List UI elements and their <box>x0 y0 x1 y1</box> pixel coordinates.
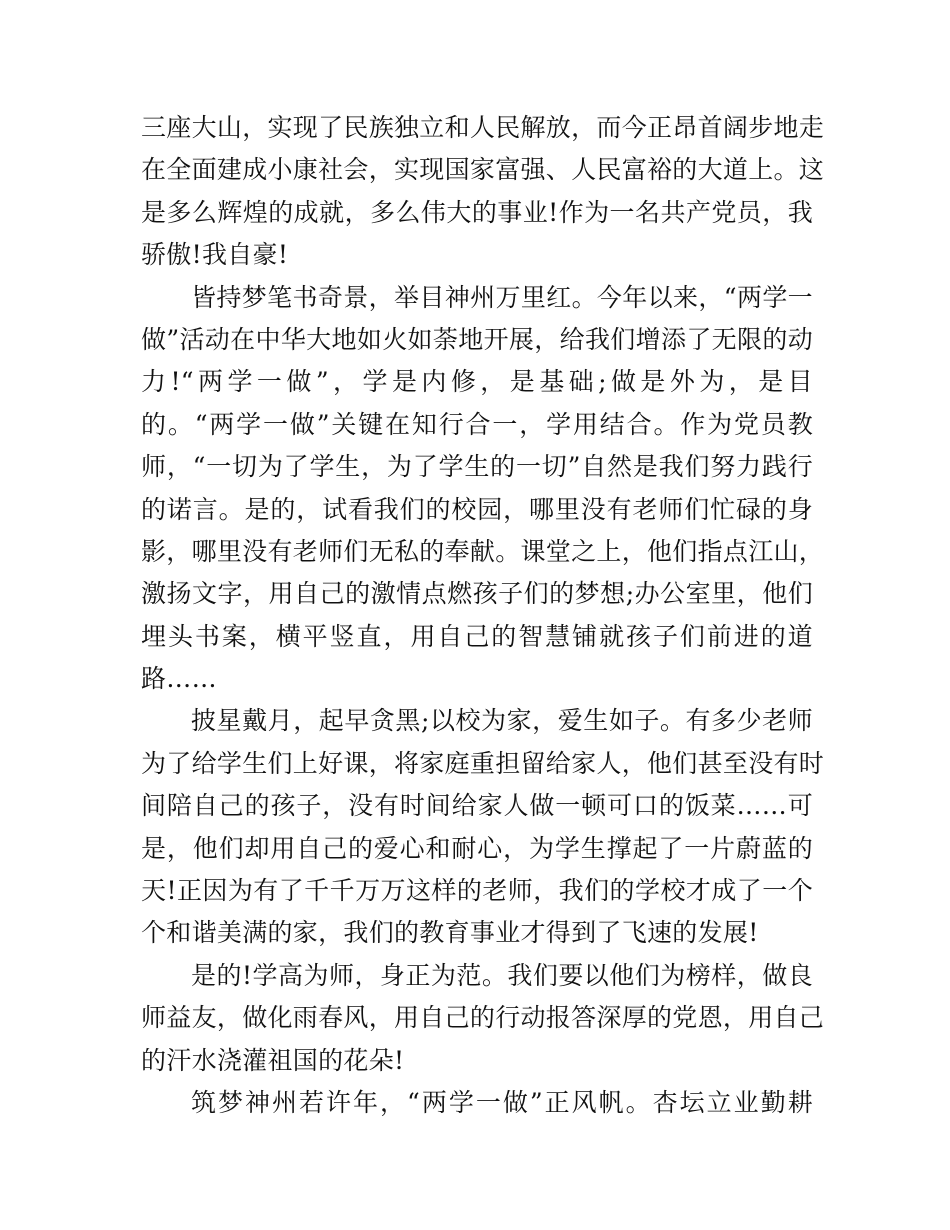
text-line: 在全面建成小康社会，实现国家富强、人民富裕的大道上。这 <box>141 155 825 185</box>
text-line: 激扬文字，用自己的激情点燃孩子们的梦想;办公室里，他们 <box>141 579 813 609</box>
text-line: 筑梦神州若许年，“两学一做”正风帆。杏坛立业勤耕 <box>191 1087 813 1117</box>
text-line: 披星戴月，起早贪黑;以校为家，爱生如子。有多少老师 <box>191 706 813 736</box>
text-line: 是，他们却用自己的爱心和耐心，为学生撑起了一片蔚蓝的 <box>141 833 813 863</box>
text-line: 力!“两学一做”，学是内修，是基础;做是外为，是目 <box>141 367 813 397</box>
text-line: 的诺言。是的，试看我们的校园，哪里没有老师们忙碌的身 <box>141 494 813 524</box>
text-line: 皆持梦笔书奇景，举目神州万里红。今年以来，“两学一 <box>191 282 813 312</box>
text-line: 影，哪里没有老师们无私的奉献。课堂之上，他们指点江山， <box>141 536 825 566</box>
text-line: 埋头书案，横平竖直，用自己的智慧铺就孩子们前进的道 <box>141 621 813 651</box>
text-line: 的。“两学一做”关键在知行合一，学用结合。作为党员教 <box>141 409 813 439</box>
text-line: 骄傲!我自豪! <box>141 240 289 270</box>
text-line: 是的!学高为师，身正为范。我们要以他们为榜样，做良 <box>191 960 813 990</box>
text-line: 做”活动在中华大地如火如荼地开展，给我们增添了无限的动 <box>141 324 813 354</box>
text-line: 师，“一切为了学生，为了学生的一切”自然是我们努力践行 <box>141 452 813 482</box>
text-line: 间陪自己的孩子，没有时间给家人做一顿可口的饭菜……可 <box>141 791 813 821</box>
document-body <box>141 107 825 1124</box>
text-line: 路…… <box>141 664 217 694</box>
text-line: 个和谐美满的家，我们的教育事业才得到了飞速的发展! <box>141 918 759 948</box>
text-line: 为了给学生们上好课，将家庭重担留给家人，他们甚至没有时 <box>141 748 825 778</box>
text-line: 的汗水浇灌祖国的花朵! <box>141 1045 405 1075</box>
text-line: 天!正因为有了千千万万这样的老师，我们的学校才成了一个 <box>141 876 813 906</box>
text-line: 师益友，做化雨春风，用自己的行动报答深厚的党恩，用自己 <box>141 1003 825 1033</box>
text-line: 是多么辉煌的成就，多么伟大的事业!作为一名共产党员，我 <box>141 197 813 227</box>
text-line: 三座大山，实现了民族独立和人民解放，而今正昂首阔步地走 <box>141 113 825 142</box>
